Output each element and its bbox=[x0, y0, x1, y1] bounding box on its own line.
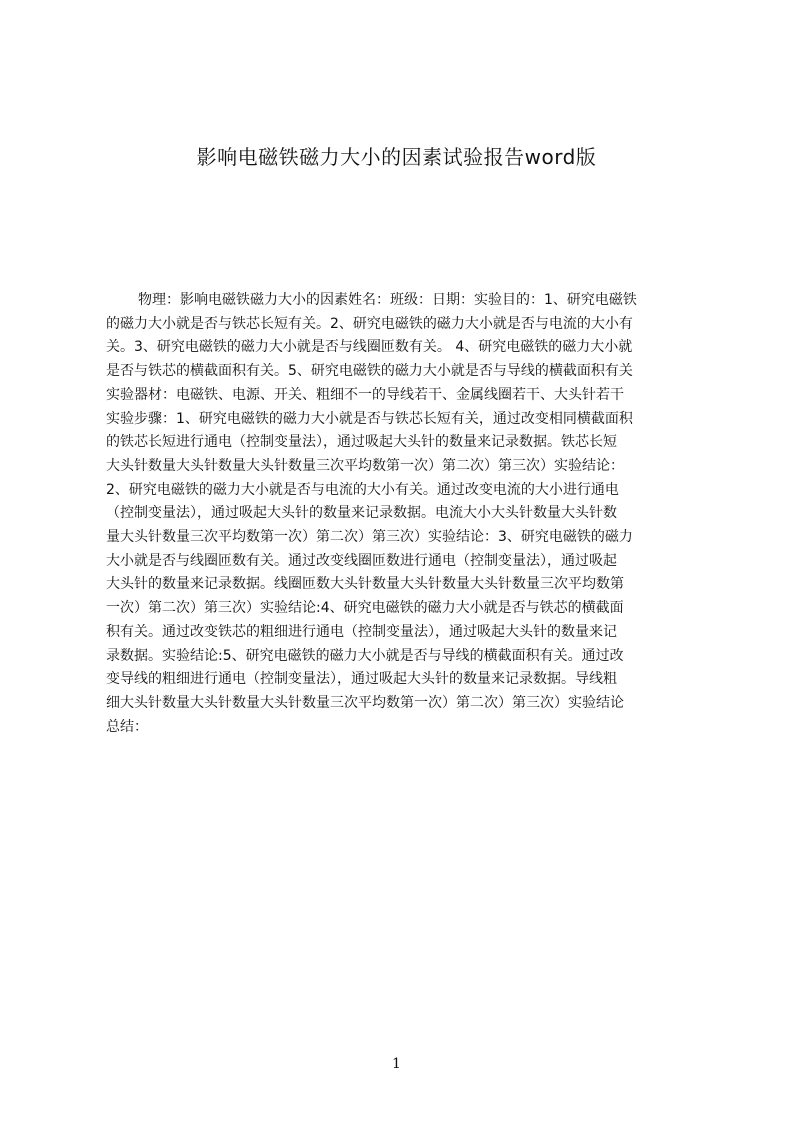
body-line: 大头针的数量来记录数据。线圈匝数大头针数量大头针数量大头针数量三次平均数第 bbox=[106, 576, 624, 593]
body-line: 的磁力大小就是否与铁芯长短有关。2、研究电磁铁的磁力大小就是否与电流的大小有 bbox=[106, 315, 633, 332]
body-line: （控制变量法），通过吸起大头针的数量来记录数据。电流大小大头针数量大头针数 bbox=[106, 505, 617, 522]
body-line: 变导线的粗细进行通电（控制变量法），通过吸起大头针的数量来记录数据。导线粗 bbox=[106, 671, 617, 688]
body-line: 积有关。通过改变铁芯的粗细进行通电（控制变量法），通过吸起大头针的数量来记 bbox=[106, 623, 617, 640]
body-line: 实验器材：电磁铁、电源、开关、粗细不一的导线若干、金属线圈若干、大头针若干 bbox=[106, 386, 624, 403]
body-line: 量大头针数量三次平均数第一次）第二次）第三次）实验结论：3、研究电磁铁的磁力 bbox=[106, 529, 633, 546]
body-line: 总结： bbox=[106, 718, 148, 735]
page-number: 1 bbox=[392, 1056, 401, 1072]
body-line: 的铁芯长短进行通电（控制变量法），通过吸起大头针的数量来记录数据。铁芯长短 bbox=[106, 434, 617, 451]
body-line: 大小就是否与线圈匝数有关。通过改变线圈匝数进行通电（控制变量法），通过吸起 bbox=[106, 552, 617, 569]
body-line: 一次）第二次）第三次）实验结论:4、研究电磁铁的磁力大小就是否与铁芯的横截面 bbox=[106, 600, 624, 617]
body-line: 大头针数量大头针数量大头针数量三次平均数第一次）第二次）第三次）实验结论： bbox=[106, 457, 624, 474]
body-line: 2、研究电磁铁的磁力大小就是否与电流的大小有关。通过改变电流的大小进行通电 bbox=[106, 481, 619, 498]
body-line: 细大头针数量大头针数量大头针数量三次平均数第一次）第二次）第三次）实验结论 bbox=[106, 694, 624, 711]
document-body bbox=[106, 289, 696, 799]
document-title: 影响电磁铁磁力大小的因素试验报告word版 bbox=[196, 145, 597, 169]
body-line: 关。3、研究电磁铁的磁力大小就是否与线圈匝数有关。 4、研究电磁铁的磁力大小就 bbox=[106, 339, 633, 356]
body-line: 物理：影响电磁铁磁力大小的因素姓名：班级：日期：实验目的：1、研究电磁铁 bbox=[138, 292, 637, 308]
body-line: 是否与铁芯的横截面积有关。5、研究电磁铁的磁力大小就是否与导线的横截面积有关 bbox=[106, 363, 633, 380]
body-line: 录数据。实验结论:5、研究电磁铁的磁力大小就是否与导线的横截面积有关。通过改 bbox=[106, 647, 624, 664]
body-line: 实验步骤：1、研究电磁铁的磁力大小就是否与铁芯长短有关，通过改变相同横截面积 bbox=[106, 410, 633, 427]
